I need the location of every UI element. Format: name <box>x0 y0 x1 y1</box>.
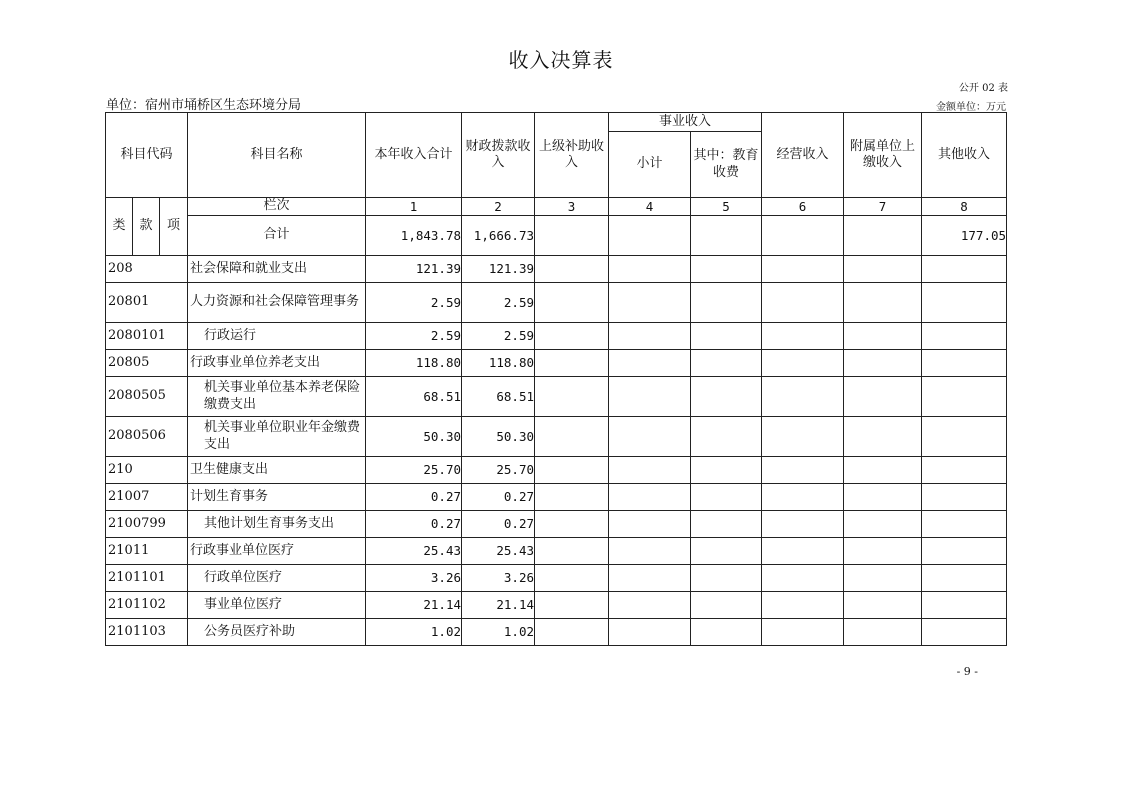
col-num-6: 6 <box>762 198 844 216</box>
row-affiliate <box>844 283 922 323</box>
table-row <box>106 484 1007 511</box>
row-fiscal: 21.14 <box>462 592 535 619</box>
row-code: 210 <box>106 457 188 484</box>
row-edu <box>691 283 762 323</box>
table-row <box>106 323 1007 350</box>
header-name: 科目名称 <box>188 113 366 198</box>
header-operating: 经营收入 <box>762 113 844 198</box>
row-other <box>922 350 1007 377</box>
row-operating <box>762 377 844 417</box>
row-edu <box>691 511 762 538</box>
row-fiscal: 1.02 <box>462 619 535 646</box>
row-superior <box>535 283 609 323</box>
row-operating <box>762 619 844 646</box>
row-superior <box>535 323 609 350</box>
row-name: 计划生育事务 <box>188 484 366 511</box>
row-other <box>922 417 1007 457</box>
row-fiscal: 25.43 <box>462 538 535 565</box>
total-other: 177.05 <box>922 216 1007 256</box>
total-superior <box>535 216 609 256</box>
row-code: 2100799 <box>106 511 188 538</box>
row-name: 人力资源和社会保障管理事务 <box>188 283 366 323</box>
header-total: 本年收入合计 <box>366 113 462 198</box>
row-fiscal: 50.30 <box>462 417 535 457</box>
row-fiscal: 3.26 <box>462 565 535 592</box>
row-name: 行政运行 <box>188 323 366 350</box>
header-career: 事业收入 <box>609 113 762 132</box>
table-row <box>106 619 1007 646</box>
row-affiliate <box>844 350 922 377</box>
total-subtotal <box>609 216 691 256</box>
row-total: 21.14 <box>366 592 462 619</box>
total-fiscal: 1,666.73 <box>462 216 535 256</box>
row-affiliate <box>844 565 922 592</box>
row-operating <box>762 565 844 592</box>
header-code: 科目代码 <box>106 113 188 198</box>
header-superior: 上级补助收入 <box>535 113 609 198</box>
row-code: 2080101 <box>106 323 188 350</box>
row-total: 121.39 <box>366 256 462 283</box>
row-operating <box>762 350 844 377</box>
row-code: 2101103 <box>106 619 188 646</box>
row-subtotal <box>609 377 691 417</box>
row-superior <box>535 457 609 484</box>
row-code: 21007 <box>106 484 188 511</box>
row-superior <box>535 377 609 417</box>
row-subtotal <box>609 256 691 283</box>
row-operating <box>762 283 844 323</box>
row-name: 其他计划生育事务支出 <box>188 511 366 538</box>
table-row <box>106 256 1007 283</box>
header-row-1 <box>106 113 1007 132</box>
row-total: 1.02 <box>366 619 462 646</box>
row-code: 2080506 <box>106 417 188 457</box>
row-subtotal <box>609 511 691 538</box>
total-label: 合计 <box>188 216 366 256</box>
row-operating <box>762 511 844 538</box>
header-kuan: 款 <box>133 198 160 256</box>
row-superior <box>535 256 609 283</box>
row-name: 行政事业单位医疗 <box>188 538 366 565</box>
row-edu <box>691 323 762 350</box>
row-code: 2101101 <box>106 565 188 592</box>
table-row <box>106 565 1007 592</box>
row-name: 行政事业单位养老支出 <box>188 350 366 377</box>
row-total: 50.30 <box>366 417 462 457</box>
row-total: 3.26 <box>366 565 462 592</box>
table-row <box>106 457 1007 484</box>
reporting-unit: 单位：宿州市埇桥区生态环境分局 <box>106 98 302 113</box>
row-superior <box>535 565 609 592</box>
row-edu <box>691 457 762 484</box>
total-edu <box>691 216 762 256</box>
row-fiscal: 2.59 <box>462 323 535 350</box>
row-edu <box>691 538 762 565</box>
row-edu <box>691 565 762 592</box>
row-operating <box>762 457 844 484</box>
header-edu: 其中：教育收费 <box>691 132 762 198</box>
row-other <box>922 619 1007 646</box>
form-number: 公开 02 表 <box>958 83 1008 94</box>
table-row <box>106 538 1007 565</box>
page-number: - 9 - <box>956 665 978 678</box>
col-num-4: 4 <box>609 198 691 216</box>
row-total: 118.80 <box>366 350 462 377</box>
row-subtotal <box>609 592 691 619</box>
row-total: 25.43 <box>366 538 462 565</box>
row-affiliate <box>844 377 922 417</box>
row-affiliate <box>844 538 922 565</box>
row-superior <box>535 592 609 619</box>
col-num-7: 7 <box>844 198 922 216</box>
row-code: 20801 <box>106 283 188 323</box>
table-row <box>106 350 1007 377</box>
row-operating <box>762 592 844 619</box>
page-title: 收入决算表 <box>508 48 614 72</box>
amount-unit: 金额单位：万元 <box>936 102 1006 113</box>
header-other: 其他收入 <box>922 113 1007 198</box>
row-subtotal <box>609 417 691 457</box>
header-lei: 类 <box>106 198 133 256</box>
row-other <box>922 565 1007 592</box>
table-row <box>106 511 1007 538</box>
total-affiliate <box>844 216 922 256</box>
row-edu <box>691 619 762 646</box>
header-affiliate: 附属单位上缴收入 <box>844 113 922 198</box>
row-subtotal <box>609 538 691 565</box>
row-subtotal <box>609 565 691 592</box>
row-subtotal <box>609 484 691 511</box>
row-total: 2.59 <box>366 283 462 323</box>
header-lanci: 栏次 <box>188 198 366 216</box>
col-num-8: 8 <box>922 198 1007 216</box>
row-other <box>922 511 1007 538</box>
row-name: 事业单位医疗 <box>188 592 366 619</box>
row-fiscal: 25.70 <box>462 457 535 484</box>
row-edu <box>691 484 762 511</box>
col-num-2: 2 <box>462 198 535 216</box>
row-subtotal <box>609 283 691 323</box>
row-code: 2101102 <box>106 592 188 619</box>
row-affiliate <box>844 457 922 484</box>
row-total: 2.59 <box>366 323 462 350</box>
row-name: 行政单位医疗 <box>188 565 366 592</box>
row-other <box>922 592 1007 619</box>
header-fiscal: 财政拨款收入 <box>462 113 535 198</box>
table-row <box>106 417 1007 457</box>
row-edu <box>691 350 762 377</box>
total-operating <box>762 216 844 256</box>
row-superior <box>535 511 609 538</box>
header-xiang: 项 <box>160 198 188 256</box>
row-edu <box>691 592 762 619</box>
row-fiscal: 118.80 <box>462 350 535 377</box>
row-name: 卫生健康支出 <box>188 457 366 484</box>
row-name: 社会保障和就业支出 <box>188 256 366 283</box>
row-affiliate <box>844 323 922 350</box>
row-name: 机关事业单位职业年金缴费支出 <box>188 417 366 457</box>
row-fiscal: 2.59 <box>462 283 535 323</box>
col-num-5: 5 <box>691 198 762 216</box>
row-affiliate <box>844 256 922 283</box>
col-num-3: 3 <box>535 198 609 216</box>
row-subtotal <box>609 323 691 350</box>
row-other <box>922 283 1007 323</box>
row-affiliate <box>844 417 922 457</box>
row-other <box>922 323 1007 350</box>
row-total: 0.27 <box>366 511 462 538</box>
row-fiscal: 0.27 <box>462 484 535 511</box>
row-subtotal <box>609 350 691 377</box>
row-operating <box>762 323 844 350</box>
row-total: 68.51 <box>366 377 462 417</box>
row-superior <box>535 484 609 511</box>
row-superior <box>535 538 609 565</box>
row-other <box>922 484 1007 511</box>
row-name: 公务员医疗补助 <box>188 619 366 646</box>
row-code: 20805 <box>106 350 188 377</box>
row-fiscal: 0.27 <box>462 511 535 538</box>
row-edu <box>691 377 762 417</box>
table-row <box>106 283 1007 323</box>
total-row <box>106 216 1007 256</box>
row-other <box>922 256 1007 283</box>
row-affiliate <box>844 592 922 619</box>
row-affiliate <box>844 511 922 538</box>
row-code: 21011 <box>106 538 188 565</box>
row-operating <box>762 484 844 511</box>
row-subtotal <box>609 457 691 484</box>
row-code: 208 <box>106 256 188 283</box>
row-edu <box>691 417 762 457</box>
row-edu <box>691 256 762 283</box>
row-superior <box>535 619 609 646</box>
row-fiscal: 121.39 <box>462 256 535 283</box>
row-operating <box>762 256 844 283</box>
row-total: 0.27 <box>366 484 462 511</box>
row-subtotal <box>609 619 691 646</box>
table-row <box>106 592 1007 619</box>
income-final-accounts-table <box>105 112 1007 646</box>
row-total: 25.70 <box>366 457 462 484</box>
header-subtotal: 小计 <box>609 132 691 198</box>
table-row <box>106 377 1007 417</box>
row-affiliate <box>844 484 922 511</box>
column-number-row <box>106 198 1007 216</box>
row-operating <box>762 538 844 565</box>
row-code: 2080505 <box>106 377 188 417</box>
row-other <box>922 457 1007 484</box>
row-operating <box>762 417 844 457</box>
total-amount: 1,843.78 <box>366 216 462 256</box>
row-name: 机关事业单位基本养老保险缴费支出 <box>188 377 366 417</box>
row-superior <box>535 350 609 377</box>
row-affiliate <box>844 619 922 646</box>
row-superior <box>535 417 609 457</box>
row-other <box>922 377 1007 417</box>
row-other <box>922 538 1007 565</box>
row-fiscal: 68.51 <box>462 377 535 417</box>
col-num-1: 1 <box>366 198 462 216</box>
